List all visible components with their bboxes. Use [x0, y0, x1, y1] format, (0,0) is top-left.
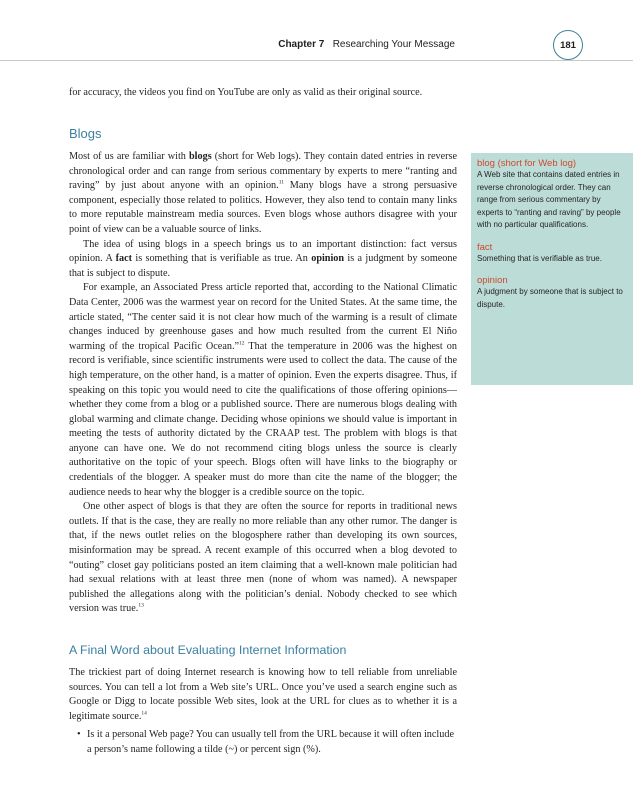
glossary-term-fact: fact: [477, 241, 493, 253]
blogs-body: [69, 150, 457, 617]
glossary-term-blog: blog (short for Web log): [477, 158, 577, 169]
blogs-paragraph-4: One other aspect of blogs is that they are often the source for reports in traditional news outlets. If that is the case, they are really no more reliable than any other rumor. The danger is that, if the news outlet relies on the blogosphere rather than developing its own sources, misinformation may be spread. A recent example of this occurred when a blog devoted to “outing” closet gay politicians posted an item claiming that a well-known male politician had had sexual relations with at least three men (none of whom was named). A newspaper published the allegations along with the politician’s denial. Nobody checked to see which version was true.$^{13}$: [69, 501, 457, 615]
blogs-paragraph-3: For example, an Associated Press article reported that, according to the National Climatic Data Center, 2006 was the warmest year on record for the United States. At the same time, the article stated, “The center said it is not clear how much of the warming is a result of climate changes induced by greenhouse gases and how much resulted from the current El Niño warming of the tropical Pacific Ocean.”$^{12}$ That the temperature in 2006 was the highest on record is verifiable, since scientific instruments were used to collect the data. The cause of the high temperature, on the other hand, is a matter of opinion. Even the experts disagree. Thus, if speaking on this topic you would need to cite the qualifications of those offering opinions—whether they come from a blog or a published source. There are numerous blogs dealing with global warming and climate change. Deciding whose opinions we should value is important in meeting the tests of authority dictated by the CRAAP test. The problem with blogs is that anyone can have one. We do not recommend citing blogs unless the source is clearly authoritative on the topic of your speech. Blogs often will have links to the biography or credentials of the blogger. A speaker must do more than cite the name of the blogger; the audience needs to hear why the blogger is a credible source on the topic.: [69, 282, 457, 498]
final-word-body: [69, 666, 457, 758]
chapter-label: Chapter 7 Researching Your Message: [278, 39, 455, 50]
header-divider: [0, 60, 633, 61]
final-paragraph-1: The trickiest part of doing Internet research is knowing how to tell reliable from unreliable sources. You can tell a lot from a Web site’s URL. Once you’ve used a search engine such as Google or Digg to locate possible Web sites, look at the URL for clues as to whether it is a legitimate source.$^{14}$: [69, 667, 457, 722]
glossary-sidebar: [471, 153, 633, 385]
heading-final-word: A Final Word about Evaluating Internet Information: [69, 643, 347, 657]
list-item: • Is it a personal Web page? You can usually tell from the URL because it will often include a person’s name following a tilde (~) or percent sign (%).: [79, 728, 457, 757]
heading-blogs: Blogs: [69, 126, 102, 141]
glossary-definition-blog: A Web site that contains dated entries in reverse chronological order. They can range from serious commentary by experts to “ranting and raving” by people with no particular qualifications.: [477, 170, 621, 229]
final-bullet-list: [69, 728, 457, 757]
running-header: [0, 38, 633, 58]
glossary-definition-opinion: A judgment by someone that is subject to dispute.: [477, 287, 623, 309]
intro-paragraph-block: [69, 86, 457, 101]
glossary-term-opinion: opinion: [477, 275, 508, 286]
page-number: 181: [553, 30, 583, 60]
glossary-definition-fact: Something that is verifiable as true.: [477, 253, 602, 263]
intro-paragraph: for accuracy, the videos you find on YouTube are only as valid as their original source.: [69, 87, 423, 98]
blogs-paragraph-1: Most of us are familiar with blogs (short for Web logs). They contain dated entries in reverse chronological order and can range from serious commentary by experts to mere “ranting and raving” by just about anyone with an opinion.$^{11}$ Many blogs have a strong persuasive component, especially those related to politics. However, they also tend to contain many links to more reputable mainstream media sources. Even blogs whose authors disagree with your point of view can be a valuable source of links.: [69, 151, 457, 235]
blogs-paragraph-2: The idea of using blogs in a speech brings us to an important distinction: fact versus opinion. A fact is something that is verifiable as true. An opinion is a judgment by someone that is subject to dispute.: [69, 238, 457, 279]
